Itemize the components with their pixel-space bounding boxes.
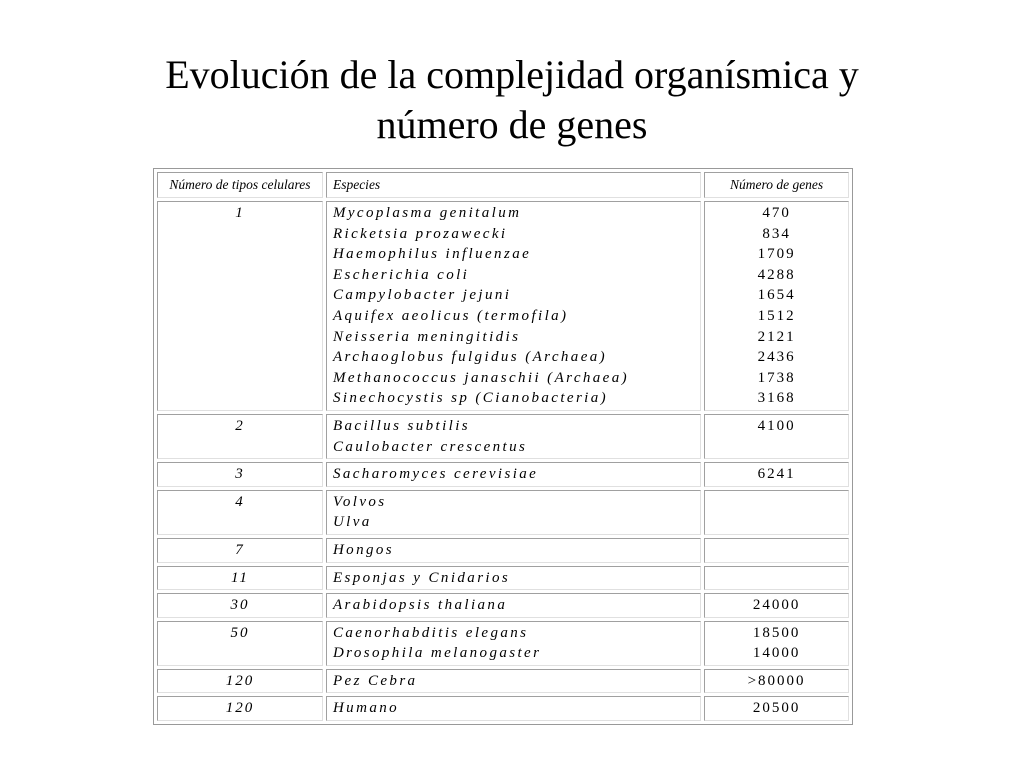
gene-count-value: 1654 [757,287,796,304]
cell-types-value: 1 [157,201,323,411]
species-name: Ulva [332,514,372,531]
gene-count-value: 20500 [752,700,801,717]
gene-count-value: 24000 [752,597,801,614]
species-cell [326,696,701,721]
table-row [157,593,849,618]
table-row [157,669,849,694]
gene-count-cell [704,490,849,535]
species-name: Bacillus subtilis [332,417,471,434]
species-name: Ricketsia prozawecki [332,225,508,242]
gene-count-cell [704,593,849,618]
empty-value [711,568,842,589]
gene-count-value: 6241 [757,466,796,483]
slide-title [0,50,1024,150]
gene-count-value: 1709 [757,246,796,263]
species-name: Esponjas y Cnidarios [332,569,511,586]
species-name: Campylobacter jejuni [332,287,512,304]
cell-types-value: 120 [157,669,323,694]
species-name: Archaoglobus fulgidus (Archaea) [332,349,608,366]
gene-count-cell [704,696,849,721]
gene-count-value: 4288 [757,266,796,283]
gene-count-cell [704,538,849,563]
species-name: Arabidopsis thaliana [332,597,508,614]
species-name: Aquifex aeolicus (termofila) [332,307,569,324]
table-row [157,462,849,487]
genes-table-body [157,172,849,721]
gene-count-value: 470 [762,205,791,221]
gene-count-cell [704,462,849,487]
cell-types-value: 50 [157,621,323,666]
gene-count-cell [704,621,849,666]
species-cell [326,201,701,411]
slide-title-line-1: Evolución de la complejidad organísmica y [165,52,859,97]
cell-types-value: 7 [157,538,323,563]
gene-count-value: 4100 [757,417,796,434]
gene-count-value: 834 [762,225,791,242]
empty-value [711,540,842,561]
header-gene-count: Número de genes [704,172,849,198]
empty-value [711,492,842,513]
slide-title-line-2: número de genes [376,102,648,147]
table-row [157,538,849,563]
species-cell [326,621,701,666]
species-cell [326,566,701,591]
gene-count-cell [704,201,849,411]
table-header-row [157,172,849,198]
gene-count-value: 3168 [757,390,796,407]
species-name: Mycoplasma genitalum [332,205,522,221]
table-row [157,696,849,721]
gene-count-value: 1512 [757,307,796,324]
gene-count-cell [704,566,849,591]
gene-count-value: 1738 [757,369,796,386]
species-cell [326,669,701,694]
species-cell [326,538,701,563]
species-name: Caulobacter crescentus [332,438,528,455]
genes-table [153,168,853,725]
species-name: Neisseria meningitidis [332,328,521,345]
gene-count-value: 14000 [752,645,801,662]
cell-types-value: 2 [157,414,323,459]
table-row [157,201,849,411]
gene-count-value: >80000 [747,672,806,689]
gene-count-value: 2436 [757,349,796,366]
cell-types-value: 11 [157,566,323,591]
species-name: Drosophila melanogaster [332,645,542,662]
cell-types-value: 120 [157,696,323,721]
header-species: Especies [326,172,701,198]
species-name: Volvos [332,493,387,510]
species-name: Caenorhabditis elegans [332,624,529,641]
species-name: Escherichia coli [332,266,470,283]
header-cell-types: Número de tipos celulares [157,172,323,198]
species-name: Pez Cebra [332,672,418,689]
gene-count-cell [704,414,849,459]
species-name: Humano [332,700,400,717]
table-row [157,490,849,535]
table-row [157,566,849,591]
species-name: Haemophilus influenzae [332,246,532,263]
species-cell [326,414,701,459]
species-name: Methanococcus janaschii (Archaea) [332,369,630,386]
species-cell [326,490,701,535]
cell-types-value: 3 [157,462,323,487]
gene-count-value: 2121 [757,328,796,345]
cell-types-value: 4 [157,490,323,535]
table-row [157,621,849,666]
gene-count-value: 18500 [752,624,801,641]
cell-types-value: 30 [157,593,323,618]
species-cell [326,593,701,618]
table-row [157,414,849,459]
species-name: Sacharomyces cerevisiae [332,466,539,483]
species-name: Hongos [332,541,395,558]
species-cell [326,462,701,487]
species-name: Sinechocystis sp (Cianobacteria) [332,390,609,407]
gene-count-cell [704,669,849,694]
